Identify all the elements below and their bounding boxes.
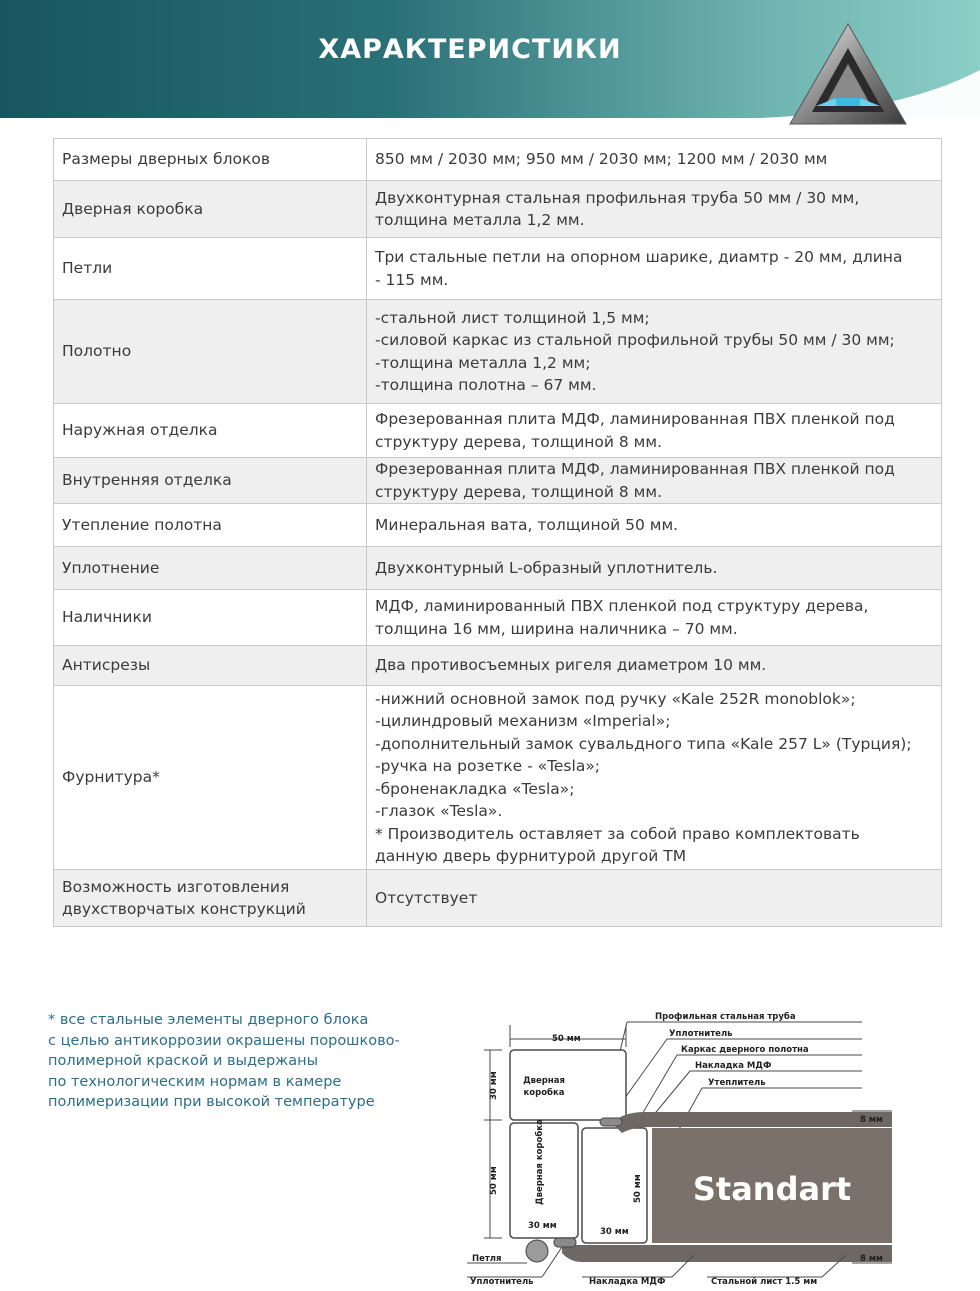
spec-value-line: МДФ, ламинированный ПВХ пленкой под структуру дерева, bbox=[375, 597, 869, 615]
spec-value-line: Три стальные петли на опорном шарике, диамтр - 20 мм, длина bbox=[375, 248, 903, 266]
spec-label-line: Утепление полотна bbox=[62, 515, 222, 534]
spec-value-line: толщина металла 1,2 мм. bbox=[375, 211, 585, 229]
label-door-box: Дверная bbox=[523, 1076, 565, 1086]
dim-mdf-top: 8 мм bbox=[860, 1115, 883, 1125]
spec-value-line: структуру дерева, толщиной 8 мм. bbox=[375, 432, 662, 451]
spec-row bbox=[54, 139, 942, 181]
label-door-frame: Каркас дверного полотна bbox=[681, 1045, 809, 1055]
spec-value bbox=[367, 238, 942, 300]
spec-row bbox=[54, 646, 942, 686]
spec-row bbox=[54, 590, 942, 646]
note-line: с целью антикоррозии окрашены порошково- bbox=[48, 1032, 400, 1049]
spec-value bbox=[367, 646, 942, 686]
spec-value bbox=[367, 181, 942, 238]
spec-value bbox=[367, 504, 942, 547]
spec-value-line: Фрезерованная плита МДФ, ламинированная ПВХ пленкой под bbox=[375, 460, 895, 478]
spec-label-line: Фурнитура* bbox=[62, 768, 160, 787]
spec-value bbox=[367, 458, 942, 504]
spec-value bbox=[367, 590, 942, 646]
spec-label bbox=[54, 139, 367, 181]
spec-row bbox=[54, 870, 942, 927]
spec-row bbox=[54, 686, 942, 870]
spec-value-line: структуру дерева, толщиной 8 мм. bbox=[375, 482, 662, 501]
spec-row bbox=[54, 238, 942, 300]
label-profile-pipe: Профильная стальная труба bbox=[655, 1012, 796, 1022]
dim-inner-width: 30 мм bbox=[528, 1221, 557, 1231]
spec-value bbox=[367, 547, 942, 590]
spec-value bbox=[367, 686, 942, 870]
spec-value-line: -глазок «Tesla». bbox=[375, 802, 503, 820]
spec-label-line: Уплотнение bbox=[62, 558, 160, 577]
dim-inner-bottom-width: 30 мм bbox=[600, 1227, 629, 1237]
door-profile-diagram bbox=[462, 1005, 902, 1291]
spec-label bbox=[54, 590, 367, 646]
specs-table bbox=[53, 138, 942, 927]
spec-label-line: Наличники bbox=[62, 608, 152, 627]
spec-label-line: Антисрезы bbox=[62, 656, 151, 675]
spec-label-line: Полотно bbox=[62, 342, 132, 361]
spec-row bbox=[54, 458, 942, 504]
spec-value-line: данную дверь фурнитурой другой ТМ bbox=[375, 847, 687, 865]
note-line: полимерной краской и выдержаны bbox=[48, 1053, 319, 1070]
dim-top-width: 50 мм bbox=[552, 1034, 581, 1044]
spec-value-line: Двухконтурная стальная профильная труба 50 мм / 30 мм, bbox=[375, 188, 860, 207]
triangle-logo-icon bbox=[786, 20, 910, 128]
spec-value bbox=[367, 404, 942, 458]
dim-left-height: 50 мм bbox=[489, 1166, 499, 1195]
spec-value-line: -стальной лист толщиной 1,5 мм; bbox=[375, 308, 650, 327]
label-door-box-vertical: Дверная коробка bbox=[535, 1119, 545, 1205]
spec-label-line: Размеры дверных блоков bbox=[62, 150, 270, 169]
spec-label bbox=[54, 404, 367, 458]
coating-note bbox=[48, 1010, 448, 1113]
spec-row bbox=[54, 504, 942, 547]
note-line: по технологическим нормам в камере bbox=[48, 1073, 342, 1090]
spec-label-line: двухстворчатых конструкций bbox=[62, 900, 306, 918]
spec-row bbox=[54, 181, 942, 238]
spec-row bbox=[54, 404, 942, 458]
dim-top-height: 30 мм bbox=[489, 1071, 499, 1100]
spec-value bbox=[367, 300, 942, 404]
spec-value-line: -толщина металла 1,2 мм; bbox=[375, 353, 591, 372]
spec-value-line: Отсутствует bbox=[375, 888, 478, 907]
spec-value-line: -броненакладка «Tesla»; bbox=[375, 779, 575, 798]
spec-value-line: Два противосъемных ригеля диаметром 10 мм. bbox=[375, 656, 767, 675]
spec-value bbox=[367, 870, 942, 927]
spec-value-line: толщина 16 мм, ширина наличника – 70 мм. bbox=[375, 619, 738, 638]
label-steel-sheet: Стальной лист 1.5 мм bbox=[711, 1277, 818, 1287]
spec-value-line: -цилиндровый механизм «Imperial»; bbox=[375, 712, 671, 730]
label-insulation: Утеплитель bbox=[708, 1078, 766, 1088]
spec-value-line: -ручка на розетке - «Tesla»; bbox=[375, 757, 601, 775]
spec-value-line: * Производитель оставляет за собой право комплектовать bbox=[375, 824, 860, 843]
spec-value-line: - 115 мм. bbox=[375, 270, 449, 289]
spec-label-line: Дверная коробка bbox=[62, 199, 204, 218]
spec-label bbox=[54, 458, 367, 504]
spec-label bbox=[54, 300, 367, 404]
spec-label-line: Возможность изготовления bbox=[62, 877, 290, 896]
spec-row bbox=[54, 547, 942, 590]
model-name: Standart bbox=[692, 1170, 852, 1208]
spec-label bbox=[54, 686, 367, 870]
spec-label bbox=[54, 870, 367, 927]
note-line: полимеризации при высокой температуре bbox=[48, 1094, 375, 1111]
spec-label bbox=[54, 547, 367, 590]
spec-value-line: -дополнительный замок сувальдного типа «Kale 257 L» (Турция); bbox=[375, 734, 912, 753]
note-line: * все стальные элементы дверного блока bbox=[48, 1012, 369, 1028]
label-mdf-bottom: Накладка МДФ bbox=[589, 1277, 666, 1287]
spec-value-line: Фрезерованная плита МДФ, ламинированная ПВХ пленкой под bbox=[375, 410, 895, 428]
spec-label-line: Наружная отделка bbox=[62, 421, 218, 440]
spec-value-line: 850 мм / 2030 мм; 950 мм / 2030 мм; 1200 мм / 2030 мм bbox=[375, 150, 828, 169]
label-seal-top: Уплотнитель bbox=[669, 1029, 733, 1039]
spec-value-line: -нижний основной замок под ручку «Kale 252R monoblok»; bbox=[375, 689, 856, 708]
spec-label-line: Внутренняя отделка bbox=[62, 471, 232, 490]
spec-label bbox=[54, 646, 367, 686]
label-mdf-top: Накладка МДФ bbox=[695, 1061, 772, 1071]
spec-label bbox=[54, 238, 367, 300]
label-seal-bottom: Уплотнитель bbox=[470, 1277, 534, 1287]
label-hinge: Петля bbox=[472, 1254, 502, 1264]
spec-value-line: Минеральная вата, толщиной 50 мм. bbox=[375, 515, 679, 534]
page-title: ХАРАКТЕРИСТИКИ bbox=[318, 34, 622, 65]
dim-inner-height: 50 мм bbox=[633, 1174, 643, 1203]
spec-label-line: Петли bbox=[62, 259, 113, 278]
dim-mdf-bottom: 8 мм bbox=[860, 1254, 883, 1264]
label-door-box-2: коробка bbox=[523, 1088, 565, 1098]
spec-value-line: -толщина полотна – 67 мм. bbox=[375, 376, 597, 394]
spec-value-line: -силовой каркас из стальной профильной трубы 50 мм / 30 мм; bbox=[375, 331, 895, 349]
spec-label bbox=[54, 181, 367, 238]
spec-value-line: Двухконтурный L-образный уплотнитель. bbox=[375, 558, 718, 577]
spec-label bbox=[54, 504, 367, 547]
spec-row bbox=[54, 300, 942, 404]
spec-value bbox=[367, 139, 942, 181]
